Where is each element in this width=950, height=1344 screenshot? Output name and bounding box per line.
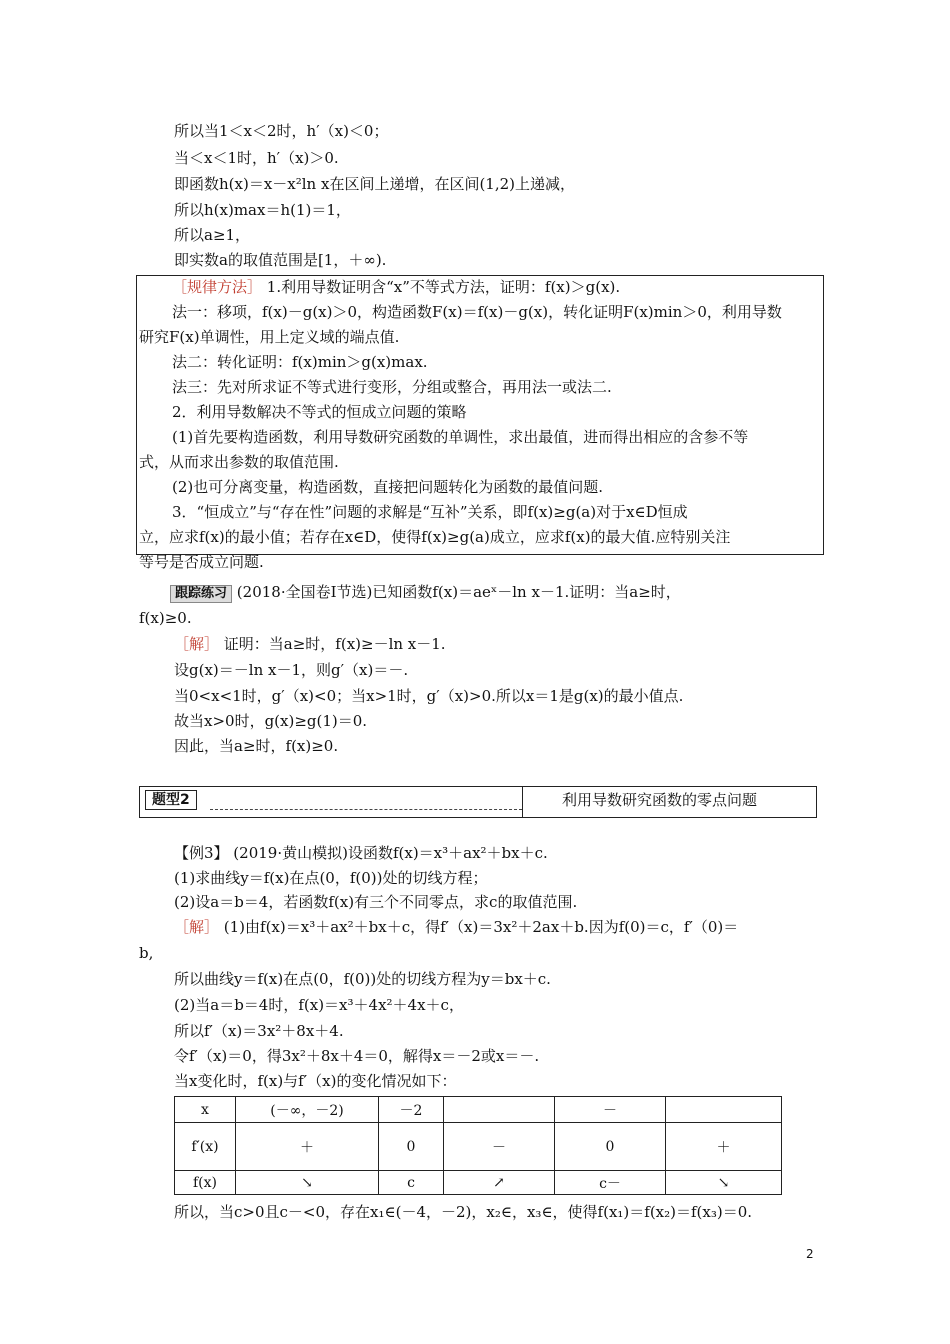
text-line: 设g(x)＝－ln x－1，则g′（x)＝－. [174, 661, 409, 679]
text-line: b, [139, 944, 154, 962]
text-line: 故当x>0时，g(x)≥g(1)＝0. [174, 712, 368, 730]
text-line: 所以a≥1， [174, 226, 251, 244]
text-line: 所以f′（x)＝3x²＋8x＋4. [174, 1022, 344, 1040]
method-tag: ［规律方法］ [172, 278, 263, 296]
solve-tag: ［解］ [174, 635, 220, 653]
method-line: (2)也可分离变量，构造函数，直接把问题转化为函数的最值问题. [172, 478, 604, 496]
text-line: 当＜x＜1时，h′（x)＞0. [174, 149, 339, 167]
method-line: 2．利用导数解决不等式的恒成立问题的策略 [172, 403, 467, 421]
practice-solve-line [174, 634, 446, 654]
table-cell: x [175, 1097, 236, 1123]
text-line: 所以曲线y＝f(x)在点(0，f(0))处的切线方程为y＝bx＋c. [174, 970, 551, 988]
table-cell: － [555, 1097, 666, 1123]
text-line: f(x)≥0. [139, 609, 192, 627]
practice-line1: (2018·全国卷Ⅰ节选)已知函数f(x)＝aeˣ－ln x－1.证明：当a≥时， [236, 583, 681, 601]
table-cell [666, 1097, 782, 1123]
table-cell: －2 [379, 1097, 444, 1123]
table-cell: 0 [555, 1123, 666, 1171]
text-line: 所以当1＜x＜2时，h′（x)＜0； [174, 122, 389, 140]
method-line: 法三：先对所求证不等式进行变形，分组或整合，再用法一或法二. [172, 378, 612, 396]
method-line: (1)首先要构造函数，利用导数研究函数的单调性，求出最值，进而得出相应的含参不等 [172, 428, 749, 446]
type-divider [210, 809, 522, 810]
type-separator [522, 786, 523, 817]
text-line: 即函数h(x)＝x－x²ln x在区间上递增，在区间(1,2)上递减， [174, 175, 576, 193]
practice-tag: 跟踪练习 [170, 585, 232, 603]
example-question: (2)设a＝b＝4，若函数f(x)有三个不同零点，求c的取值范围. [174, 893, 578, 911]
table-cell: ＋ [236, 1123, 379, 1171]
table-cell: ↗ [444, 1171, 555, 1195]
method-line: 式，从而求出参数的取值范围. [139, 453, 339, 471]
solve-tag: ［解］ [174, 918, 220, 936]
text-line: 因此，当a≥时，f(x)≥0. [174, 737, 339, 755]
text-line: 即实数a的取值范围是[1，＋∞). [174, 251, 387, 269]
text-line: 所以h(x)max＝h(1)＝1， [174, 201, 351, 219]
method-line: 等号是否成立问题. [139, 553, 264, 571]
method-line: 研究F(x)单调性，用上定义域的端点值. [139, 328, 400, 346]
table-row [175, 1123, 782, 1171]
table-row [175, 1097, 782, 1123]
type-tag: 题型2 [145, 790, 197, 810]
method-line: 法一：移项，f(x)－g(x)＞0，构造函数F(x)＝f(x)－g(x)，转化证明F(x)min＞0，利用导数 [172, 303, 782, 321]
table-cell: ↘ [666, 1171, 782, 1195]
method-first-line [172, 277, 620, 297]
variation-table [174, 1096, 782, 1195]
table-cell: (－∞，－2) [236, 1097, 379, 1123]
method-line: 3．“恒成立”与“存在性”问题的求解是“互补”关系，即f(x)≥g(a)对于x∈D恒成 [172, 503, 688, 521]
method-line1: 1.利用导数证明含“x”不等式方法，证明：f(x)＞g(x). [262, 278, 621, 296]
table-row [175, 1171, 782, 1195]
text-line: (2)当a＝b＝4时，f(x)＝x³＋4x²＋4x＋c， [174, 996, 464, 1014]
solve-text: 证明：当a≥时，f(x)≥－ln x－1. [219, 635, 446, 653]
text-line: 当x变化时，f(x)与f′（x)的变化情况如下： [174, 1072, 457, 1090]
table-cell: － [444, 1123, 555, 1171]
table-cell: c－ [555, 1171, 666, 1195]
table-cell [444, 1097, 555, 1123]
example-solve-line [174, 917, 738, 937]
text-line: 所以，当c>0且c－<0，存在x₁∈(－4，－2)，x₂∈，x₃∈，使得f(x₁)＝f(x₂)＝f(x₃)＝0. [174, 1203, 753, 1221]
table-cell: 0 [379, 1123, 444, 1171]
table-cell: ↘ [236, 1171, 379, 1195]
practice-first-line [170, 582, 681, 603]
text-line: 令f′（x)＝0，得3x²＋8x＋4＝0，解得x＝－2或x＝－. [174, 1047, 540, 1065]
method-line: 立，应求f(x)的最小值；若存在x∈D，使得f(x)≥g(a)成立，应求f(x)的最大值.应特别关注 [139, 528, 731, 546]
table-cell: f(x) [175, 1171, 236, 1195]
table-cell: c [379, 1171, 444, 1195]
method-line: 法二：转化证明：f(x)min＞g(x)max. [172, 353, 428, 371]
table-cell: f′(x) [175, 1123, 236, 1171]
example-question: (1)求曲线y＝f(x)在点(0，f(0))处的切线方程； [174, 869, 488, 887]
example-title: 【例3】 (2019·黄山模拟)设函数f(x)＝x³＋ax²＋bx＋c. [174, 844, 548, 862]
type-title: 利用导数研究函数的零点问题 [562, 791, 758, 809]
page-number: 2 [806, 1247, 814, 1261]
solve-text: (1)由f(x)＝x³＋ax²＋bx＋c，得f′（x)＝3x²＋2ax＋b.因为f(0)＝c，f′（0)＝ [219, 918, 739, 936]
table-cell: ＋ [666, 1123, 782, 1171]
text-line: 当0<x<1时，g′（x)<0；当x>1时，g′（x)>0.所以x＝1是g(x)的最小值点. [174, 687, 684, 705]
